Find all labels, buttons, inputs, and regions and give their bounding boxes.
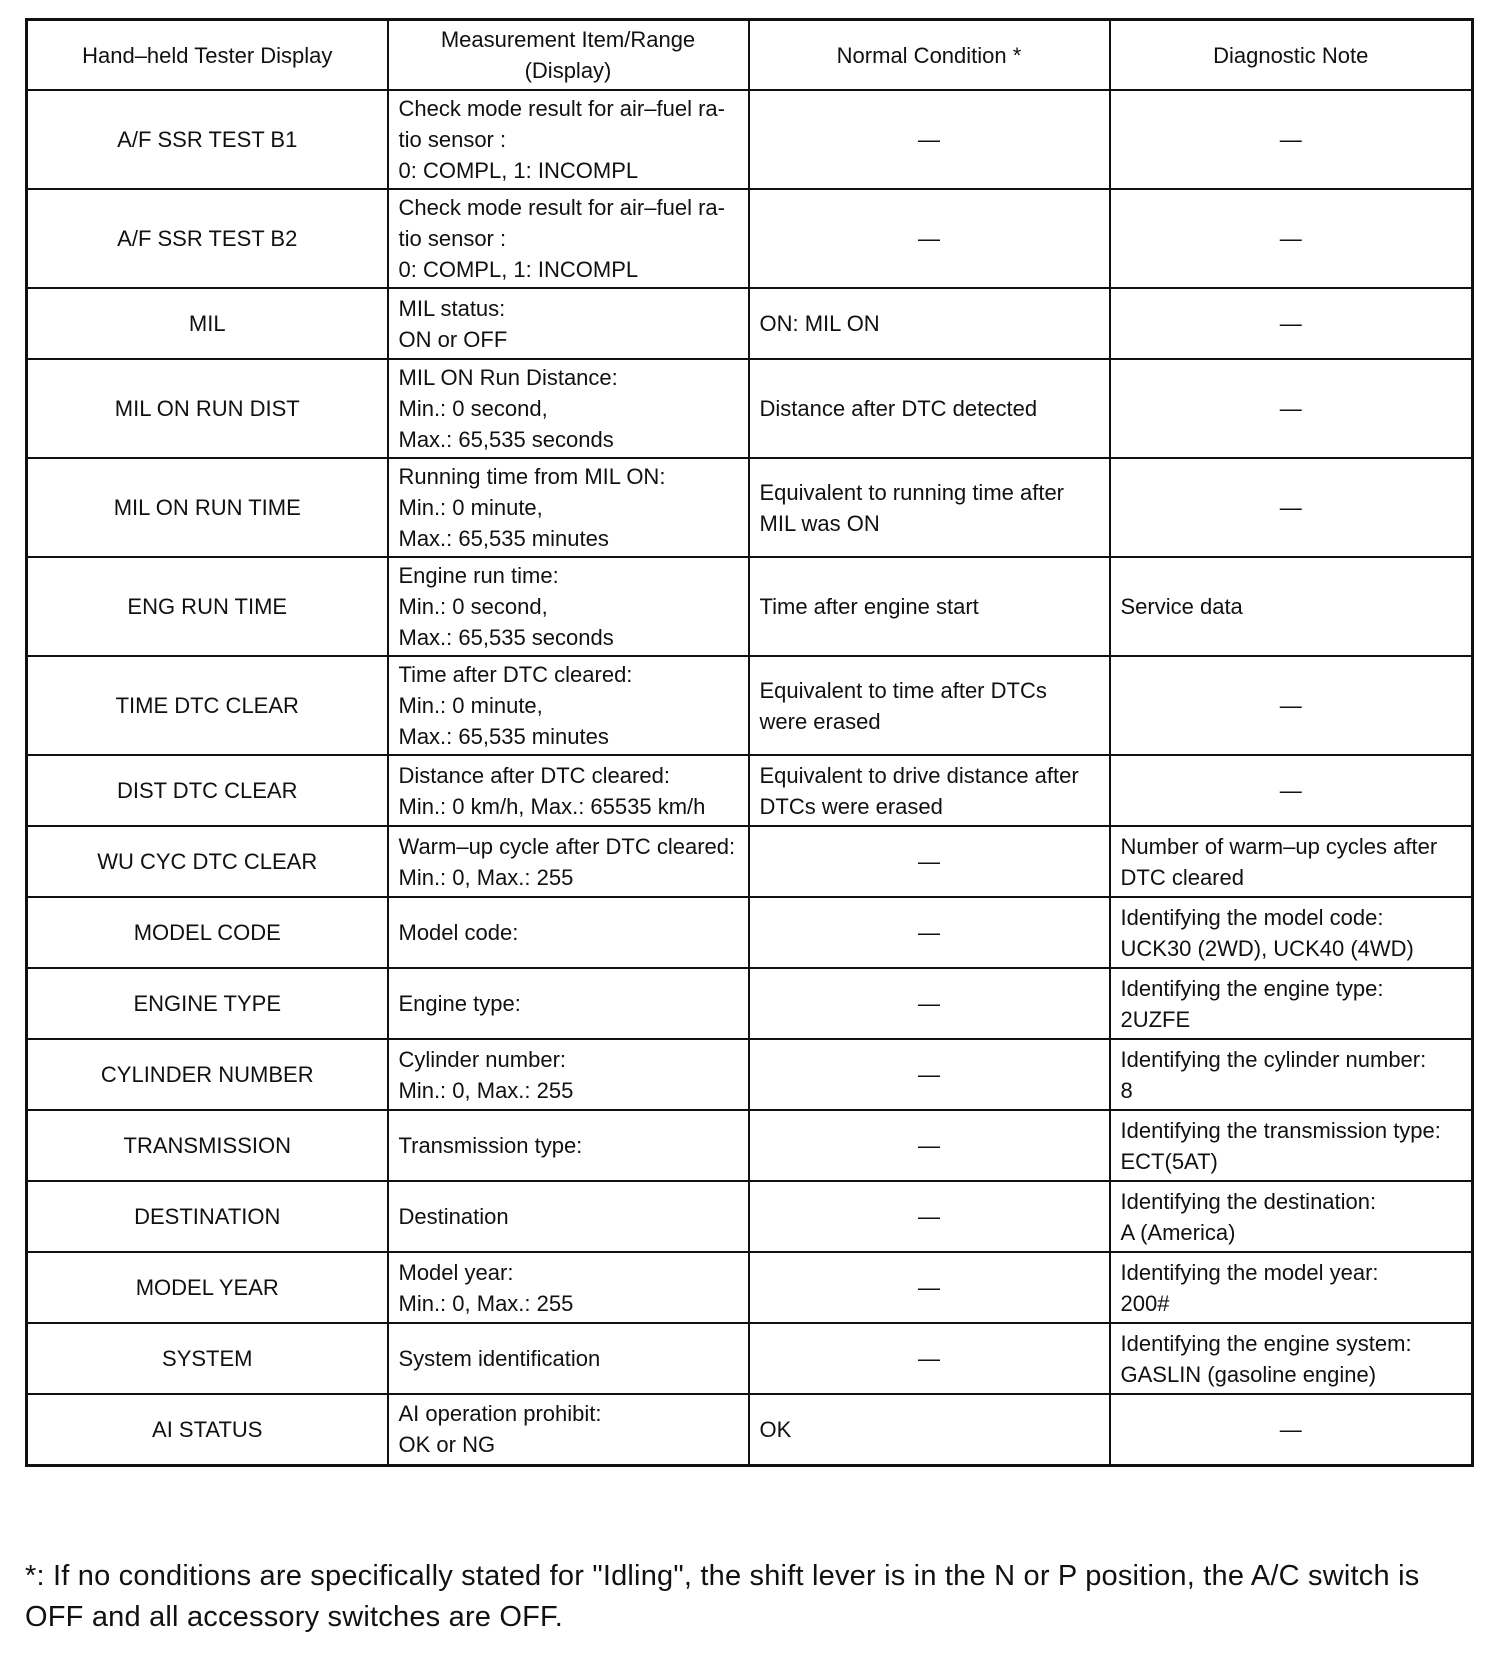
diagnostic-note-cell [1110, 288, 1473, 359]
not-applicable-dash: — [1279, 127, 1302, 152]
diagnostic-note-cell [1110, 755, 1473, 826]
not-applicable-dash: — [1279, 226, 1302, 251]
diagnostic-note-cell [1110, 189, 1473, 288]
tester-display-cell: MODEL CODE [27, 897, 388, 968]
table-row [27, 897, 1473, 968]
data-list-table [25, 18, 1474, 1467]
table-row [27, 1039, 1473, 1110]
not-applicable-dash: — [918, 226, 940, 251]
normal-condition-cell [749, 90, 1110, 189]
normal-condition-cell: Time after engine start [749, 557, 1110, 656]
table-row [27, 359, 1473, 458]
diagnostic-note-cell: Identifying the cylinder number: 8 [1110, 1039, 1473, 1110]
measurement-item-cell: Time after DTC cleared: Min.: 0 minute, Max.: 65,535 minutes [388, 656, 749, 755]
table-row [27, 1181, 1473, 1252]
measurement-item-cell: Transmission type: [388, 1110, 749, 1181]
normal-condition-cell [749, 897, 1110, 968]
table-body [27, 90, 1473, 1465]
not-applicable-dash: — [918, 1133, 940, 1158]
diagnostic-note-cell: Identifying the transmission type: ECT(5AT) [1110, 1110, 1473, 1181]
table-row [27, 1394, 1473, 1465]
header-measurement-item: Measurement Item/Range (Display) [388, 20, 749, 91]
not-applicable-dash: — [1279, 311, 1302, 336]
table-row [27, 968, 1473, 1039]
measurement-item-cell: Engine run time: Min.: 0 second, Max.: 65,535 seconds [388, 557, 749, 656]
not-applicable-dash: — [918, 849, 940, 874]
diagnostic-note-cell: Identifying the engine type: 2UZFE [1110, 968, 1473, 1039]
tester-display-cell: WU CYC DTC CLEAR [27, 826, 388, 897]
tester-display-cell: MIL ON RUN TIME [27, 458, 388, 557]
not-applicable-dash: — [1279, 778, 1302, 803]
diagnostic-note-cell [1110, 458, 1473, 557]
normal-condition-cell: Equivalent to running time after MIL was ON [749, 458, 1110, 557]
header-normal-condition: Normal Condition * [749, 20, 1110, 91]
not-applicable-dash: — [918, 920, 940, 945]
diagnostic-note-cell: Service data [1110, 557, 1473, 656]
normal-condition-cell [749, 189, 1110, 288]
normal-condition-cell [749, 1110, 1110, 1181]
tester-display-cell: SYSTEM [27, 1323, 388, 1394]
normal-condition-cell [749, 1039, 1110, 1110]
measurement-item-cell: System identification [388, 1323, 749, 1394]
measurement-item-cell: Check mode result for air–fuel ra- tio sensor : 0: COMPL, 1: INCOMPL [388, 189, 749, 288]
table-row [27, 189, 1473, 288]
normal-condition-cell: OK [749, 1394, 1110, 1465]
diagnostic-note-cell [1110, 1394, 1473, 1465]
header-diagnostic-note: Diagnostic Note [1110, 20, 1473, 91]
measurement-item-cell: MIL ON Run Distance: Min.: 0 second, Max.: 65,535 seconds [388, 359, 749, 458]
table-row [27, 90, 1473, 189]
tester-display-cell: ENGINE TYPE [27, 968, 388, 1039]
table-row [27, 557, 1473, 656]
diagnostic-note-cell: Identifying the engine system: GASLIN (gasoline engine) [1110, 1323, 1473, 1394]
footnote: *: If no conditions are specifically stated for "Idling", the shift lever is in the N or P position, the A/C switch is OFF and all accessory switches are OFF. [25, 1560, 1420, 1633]
table-row [27, 755, 1473, 826]
measurement-item-cell: Cylinder number: Min.: 0, Max.: 255 [388, 1039, 749, 1110]
table-row [27, 458, 1473, 557]
diagnostic-note-cell: Identifying the model code: UCK30 (2WD), UCK40 (4WD) [1110, 897, 1473, 968]
tester-display-cell: DIST DTC CLEAR [27, 755, 388, 826]
tester-display-cell: TIME DTC CLEAR [27, 656, 388, 755]
tester-display-cell: CYLINDER NUMBER [27, 1039, 388, 1110]
not-applicable-dash: — [1279, 495, 1302, 520]
diagnostic-note-cell [1110, 90, 1473, 189]
diagnostic-note-cell [1110, 656, 1473, 755]
normal-condition-cell: ON: MIL ON [749, 288, 1110, 359]
tester-display-cell: AI STATUS [27, 1394, 388, 1465]
normal-condition-cell [749, 1323, 1110, 1394]
table-row [27, 1110, 1473, 1181]
diagnostic-note-cell: Identifying the model year: 200# [1110, 1252, 1473, 1323]
normal-condition-cell: Equivalent to drive distance after DTCs were erased [749, 755, 1110, 826]
measurement-item-cell: Warm–up cycle after DTC cleared: Min.: 0, Max.: 255 [388, 826, 749, 897]
not-applicable-dash: — [918, 1275, 940, 1300]
normal-condition-cell: Distance after DTC detected [749, 359, 1110, 458]
normal-condition-cell [749, 826, 1110, 897]
measurement-item-cell: Destination [388, 1181, 749, 1252]
tester-display-cell: MIL [27, 288, 388, 359]
not-applicable-dash: — [1279, 1416, 1302, 1442]
not-applicable-dash: — [918, 1346, 940, 1371]
measurement-item-cell: Engine type: [388, 968, 749, 1039]
tester-display-cell: DESTINATION [27, 1181, 388, 1252]
normal-condition-cell [749, 1181, 1110, 1252]
not-applicable-dash: — [918, 991, 940, 1016]
not-applicable-dash: — [918, 127, 940, 152]
not-applicable-dash: — [1279, 693, 1302, 718]
measurement-item-cell: Distance after DTC cleared: Min.: 0 km/h, Max.: 65535 km/h [388, 755, 749, 826]
tester-display-cell: MODEL YEAR [27, 1252, 388, 1323]
tester-display-cell: A/F SSR TEST B2 [27, 189, 388, 288]
diagnostic-note-cell [1110, 359, 1473, 458]
table-row [27, 288, 1473, 359]
not-applicable-dash: — [918, 1204, 940, 1229]
measurement-item-cell: AI operation prohibit: OK or NG [388, 1394, 749, 1465]
header-tester-display: Hand–held Tester Display [27, 20, 388, 91]
measurement-item-cell: Check mode result for air–fuel ra- tio sensor : 0: COMPL, 1: INCOMPL [388, 90, 749, 189]
measurement-item-cell: Model year: Min.: 0, Max.: 255 [388, 1252, 749, 1323]
normal-condition-cell [749, 968, 1110, 1039]
table-row [27, 656, 1473, 755]
measurement-item-cell: MIL status: ON or OFF [388, 288, 749, 359]
table-row [27, 1323, 1473, 1394]
diagnostic-note-cell: Number of warm–up cycles after DTC cleared [1110, 826, 1473, 897]
tester-display-cell: TRANSMISSION [27, 1110, 388, 1181]
normal-condition-cell [749, 1252, 1110, 1323]
measurement-item-cell: Model code: [388, 897, 749, 968]
normal-condition-cell: Equivalent to time after DTCs were erased [749, 656, 1110, 755]
tester-display-cell: MIL ON RUN DIST [27, 359, 388, 458]
not-applicable-dash: — [1279, 396, 1302, 421]
measurement-item-cell: Running time from MIL ON: Min.: 0 minute, Max.: 65,535 minutes [388, 458, 749, 557]
table-row [27, 826, 1473, 897]
tester-display-cell: A/F SSR TEST B1 [27, 90, 388, 189]
table-header-row [27, 20, 1473, 91]
table-row [27, 1252, 1473, 1323]
not-applicable-dash: — [918, 1062, 940, 1087]
tester-display-cell: ENG RUN TIME [27, 557, 388, 656]
diagnostic-note-cell: Identifying the destination: A (America) [1110, 1181, 1473, 1252]
